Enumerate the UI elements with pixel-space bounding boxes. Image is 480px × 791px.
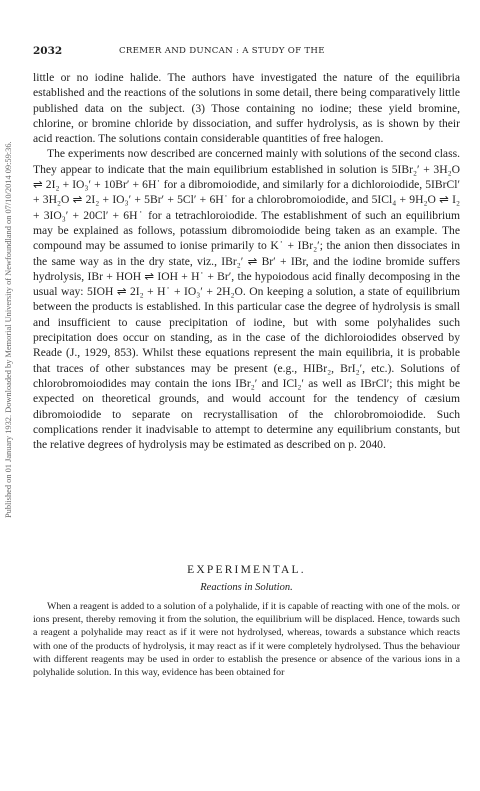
download-watermark [2, 10, 16, 650]
paragraph-continued: little or no iodine halide. The authors have investigated the nature of the equilibria established and the reactions of the solutions in some detail, there being comparatively little published data on the subject. (3) Those containing no iodine; these yield bromine, chlorine, or bromine chloride by dissociation, and suffer hydrolysis, as is shown by their acid reaction. The solutions contain considerable quantities of free halogen. [33, 71, 460, 146]
page-number: 2032 [33, 45, 63, 57]
section-heading: EXPERIMENTAL. [187, 564, 306, 576]
running-title: CREMER AND DUNCAN : A STUDY OF THE [119, 46, 325, 56]
paragraph-reactions: When a reagent is added to a solution of a polyhalide, if it is capable of reacting with one of the mols. or ions present, thereby removing it from the solution, the equilibrium will be displaced. Hence, towards such a reagent a polyhalide may react as if it were not hydrolysed, whereas, towards a substance which reacts with one of the products of hydrolysis, it may react as if it were completely hydrolysed. Thus the behaviour with different reagents may be used in order to establish the presence or absence of the various ions in a polyhalide solution. In this way, evidence has been obtained for [33, 601, 460, 679]
download-watermark-text: Published on 01 January 1932. Downloaded by Memorial University of Newfoundland on 07/10/2014 09:59:36. [4, 141, 13, 519]
page-header [33, 44, 460, 58]
paragraph-equilibria: The experiments now described are concerned mainly with solutions of the second class. They appear to indicate that the main equilibrium established in solution is 5IBr₂′ + 3H₂O ⇌ 2I₂ + IO₃′ + 10Br′ + 6H˙ for a dibromoiodide, and similarly for a dichloroiodide, 5IBrCl′ + 3H₂O ⇌ 2I₂ + IO₃′ + 5Br′ + 5Cl′ + 6H˙ for a chlorobromoiodide, and 5ICl₄ + 9H₂O ⇌ I₂ + 3IO₃′ + 20Cl′ + 6H˙ for a tetrachloroiodide. The establishment of such an equilibrium may be explained as follows, potassium dibromoiodide being taken as an example. The compound may be assumed to ionise primarily to K˙ + IBr₂′; the anion then dissociates in the same way as in the dry state, viz., IBr₂′ ⇌ Br′ + IBr, and the iodine bromide suffers hydrolysis, IBr + HOH ⇌ IOH + H˙ + Br′, the hypoiodous acid finally decomposing in the usual way: 5IOH ⇌ 2I₂ + H˙ + IO₃′ + 2H₂O. On keeping a solution, a state of equilibrium between the products is established. In this particular case the degree of hydrolysis is small and insufficient to cause precipitation of iodine, but with some polyhalides such precipitation does occur on standing, as in the case of the dichloroiodides observed by Reade (J., 1929, 853). Whilst these equations represent the main equilibria, it is probable that traces of other substances may be present (e.g., HIBr₂, BrI₂′, etc.). Solutions of chlorobromoiodides may contain the ions IBr₂′ and ICl₂′ as well as IBrCl′; this might be expected on theoretical grounds, and would account for the tendency of cæsium dibromoiodide to separate on recrystallisation of the chlorobromoiodide. Such complications render it inadvisable to attempt to determine any equilibrium constants, but the relative degrees of hydrolysis may be estimated as described on p. 2040. [33, 147, 460, 452]
subsection-heading: Reactions in Solution. [200, 582, 293, 593]
article-body [33, 70, 460, 452]
